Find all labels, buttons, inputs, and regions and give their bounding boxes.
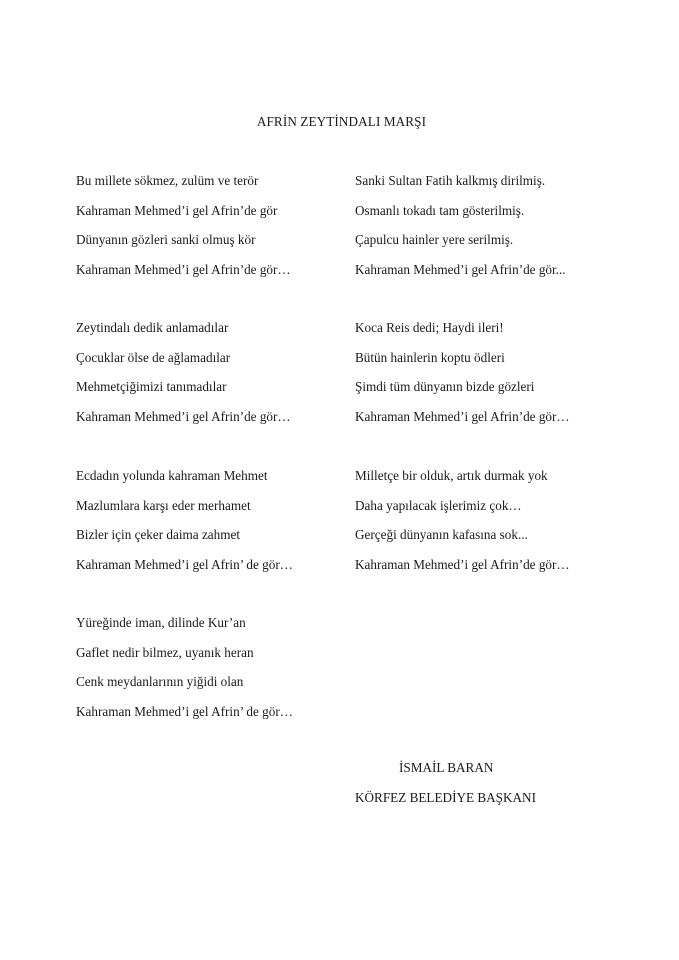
stanza-line: Gerçeği dünyanın kafasına sok...	[355, 527, 528, 543]
stanza-4	[355, 320, 645, 438]
stanza-line: Bu millete sökmez, zulüm ve terör	[76, 173, 259, 188]
stanza-line: Koca Reis dedi; Haydi ileri!	[355, 320, 504, 335]
stanza-6	[355, 468, 645, 586]
stanza-7	[76, 615, 366, 733]
stanza-line: Milletçe bir olduk, artık durmak yok	[355, 468, 548, 483]
stanza-line: Şimdi tüm dünyanın bizde gözleri	[355, 379, 535, 395]
stanza-line: Dünyanın gözleri sanki olmuş kör	[76, 232, 256, 248]
stanza-line: Kahraman Mehmed’i gel Afrin’de gör…	[76, 261, 291, 277]
stanza-line: Bizler için çeker daima zahmet	[76, 527, 241, 543]
stanza-line: Kahraman Mehmed’i gel Afrin’ de gör…	[76, 556, 293, 572]
stanza-line: Sanki Sultan Fatih kalkmış dirilmiş.	[355, 173, 546, 188]
stanza-line: Kahraman Mehmed’i gel Afrin’de gör...	[355, 261, 566, 277]
stanza-5	[76, 468, 366, 586]
stanza-line: Çocuklar ölse de ağlamadılar	[76, 349, 231, 365]
stanza-line: Osmanlı tokadı tam gösterilmiş.	[355, 202, 525, 218]
signature-name: İSMAİL BARAN	[399, 760, 494, 775]
stanza-3	[76, 320, 366, 438]
stanza-line: Zeytindalı dedik anlamadılar	[76, 320, 229, 335]
signature-title: KÖRFEZ BELEDİYE BAŞKANI	[355, 790, 536, 805]
stanza-line: Yüreğinde iman, dilinde Kur’an	[76, 615, 246, 630]
stanza-line: Daha yapılacak işlerimiz çok…	[355, 497, 522, 513]
stanza-line: Mehmetçiğimizi tanımadılar	[76, 379, 227, 395]
document-title: AFRİN ZEYTİNDALI MARŞI	[256, 114, 427, 129]
stanza-line: Bütün hainlerin koptu ödleri	[355, 349, 505, 365]
stanza-line: Kahraman Mehmed’i gel Afrin’ de gör…	[76, 703, 293, 719]
stanza-line: Kahraman Mehmed’i gel Afrin’de gör…	[355, 408, 570, 424]
stanza-line: Kahraman Mehmed’i gel Afrin’de gör…	[76, 408, 291, 424]
stanza-line: Mazlumlara karşı eder merhamet	[76, 497, 251, 513]
stanza-2	[355, 173, 645, 291]
stanza-line: Gaflet nedir bilmez, uyanık heran	[76, 644, 254, 660]
stanza-line: Cenk meydanlarının yiğidi olan	[76, 674, 244, 690]
stanza-1	[76, 173, 366, 291]
stanza-line: Kahraman Mehmed’i gel Afrin’de gör	[76, 202, 278, 218]
stanza-line: Ecdadın yolunda kahraman Mehmet	[76, 468, 268, 483]
stanza-line: Kahraman Mehmed’i gel Afrin’de gör…	[355, 556, 570, 572]
stanza-line: Çapulcu hainler yere serilmiş.	[355, 232, 514, 248]
